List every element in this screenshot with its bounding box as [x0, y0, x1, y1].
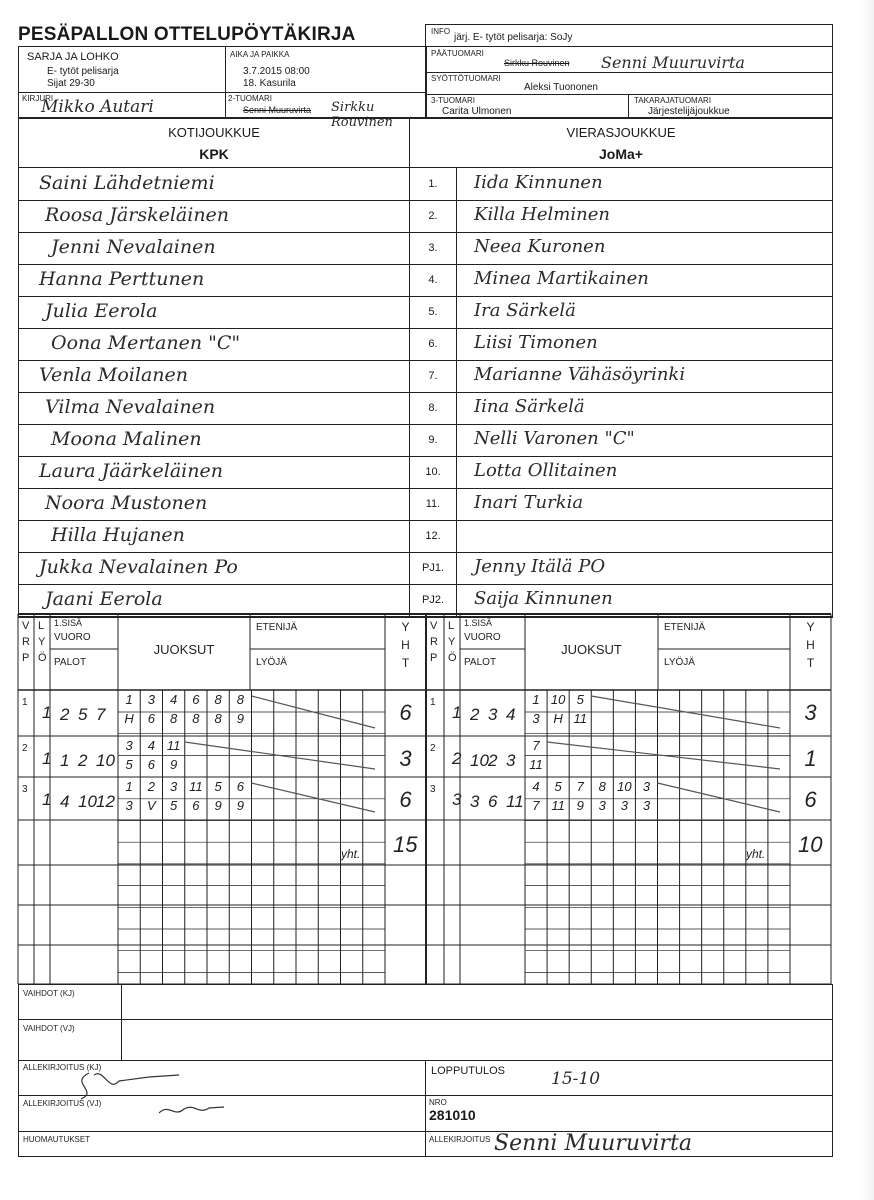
- tuomari2-handwritten: Sirkku Rouvinen: [331, 100, 393, 130]
- run-cell-top: 10: [617, 779, 632, 794]
- inning-out-number: 4: [60, 792, 70, 811]
- footer-section: [18, 984, 833, 1157]
- run-cell-top: 8: [214, 692, 222, 707]
- away-player-name: Inari Turkia: [474, 492, 584, 513]
- allekirjoitus-signature: Senni Muuruvirta: [494, 1131, 692, 1156]
- header-yht-t: T: [806, 656, 815, 670]
- run-cell-bottom: 9: [236, 798, 244, 813]
- lopputulos-label: LOPPUTULOS: [431, 1065, 505, 1077]
- run-cell-bottom: 3: [125, 798, 133, 813]
- info-label: INFO: [431, 27, 451, 36]
- header-v: V: [430, 620, 438, 632]
- huomautukset-label: HUOMAUTUKSET: [23, 1135, 91, 1144]
- run-cell-top: 5: [576, 692, 584, 707]
- home-player-name: Moona Malinen: [51, 428, 202, 450]
- inning-total: 6: [399, 787, 412, 812]
- inning-total: 6: [399, 700, 412, 725]
- run-cell-top: 6: [192, 692, 200, 707]
- run-cell-bottom: 7: [532, 798, 540, 813]
- inning-out-number: 10: [470, 751, 489, 770]
- strike-line: [252, 783, 376, 812]
- sarja-line1: E- tytöt pelisarja: [47, 66, 119, 77]
- away-player-name: Iida Kinnunen: [474, 172, 603, 193]
- run-cell-bottom: 11: [573, 711, 587, 726]
- kirjuri-label: KIRJURI: [22, 94, 54, 103]
- run-cell-top: 4: [147, 738, 155, 753]
- home-player-name: Saini Lähdetniemi: [39, 172, 215, 194]
- header-p: P: [22, 652, 30, 664]
- tuomari2-printed: Senni Muuruvirta: [243, 105, 312, 115]
- inning-number: 3: [430, 784, 436, 795]
- player-number: PJ2.: [421, 594, 444, 606]
- run-cell-bottom: 5: [125, 757, 133, 772]
- inning-number: 1: [22, 697, 28, 708]
- strike-line: [658, 783, 781, 812]
- run-cell-bottom: 8: [192, 711, 200, 726]
- run-cell-top: 11: [189, 779, 203, 794]
- inning-out-number: 3: [470, 792, 480, 811]
- header-l: L: [448, 620, 455, 632]
- run-cell-bottom: 8: [170, 711, 178, 726]
- takarajatuomari-label: TAKARAJATUOMARI: [634, 96, 712, 105]
- run-cell-bottom: 8: [214, 711, 222, 726]
- player-number: 5.: [428, 306, 438, 318]
- run-cell-top: 1: [125, 779, 133, 794]
- vaihdot-kj-label: VAIHDOT (KJ): [23, 989, 75, 998]
- away-player-name: Ira Särkelä: [474, 300, 576, 321]
- header-yht-h: H: [806, 638, 815, 652]
- header-o: Ö: [448, 652, 457, 664]
- paatuomari-label: PÄÄTUOMARI: [431, 49, 484, 58]
- player-number: 8.: [428, 402, 438, 414]
- run-cell-bottom: 9: [236, 711, 244, 726]
- run-cell-top: 4: [170, 692, 178, 707]
- nro-label: NRO: [429, 1098, 447, 1107]
- away-player-name: Iina Särkelä: [474, 396, 585, 417]
- home-player-name: Jukka Nevalainen Po: [39, 556, 238, 578]
- run-cell-bottom: 6: [147, 757, 155, 772]
- inning-batter-count: 1: [452, 703, 462, 722]
- header-y: Y: [448, 636, 456, 648]
- player-number: 6.: [428, 338, 438, 350]
- home-player-name: Noora Mustonen: [45, 492, 208, 514]
- run-cell-top: 3: [642, 779, 651, 794]
- inning-out-number: 5: [78, 705, 88, 724]
- run-cell-top: 4: [532, 779, 540, 794]
- header-etenija: ETENIJÄ: [256, 622, 298, 633]
- header-etenija: ETENIJÄ: [664, 622, 706, 633]
- syottotuomari-label: SYÖTTÖTUOMARI: [431, 74, 501, 83]
- run-cell-top: 3: [125, 738, 133, 753]
- home-player-name: Jenni Nevalainen: [51, 236, 216, 258]
- header-l: L: [38, 620, 45, 632]
- paatuomari-handwritten: Senni Muuruvirta: [601, 53, 745, 72]
- run-cell-bottom: 11: [551, 798, 565, 813]
- header-p: P: [430, 652, 438, 664]
- inning-out-number: 6: [488, 792, 498, 811]
- tuomari2-label: 2-TUOMARI: [228, 94, 272, 103]
- player-number: 11.: [425, 498, 441, 510]
- run-cell-top: 5: [214, 779, 222, 794]
- paper-edge: [860, 0, 874, 1200]
- inning-number: 2: [430, 743, 436, 754]
- aika-line2: 18. Kasurila: [243, 78, 296, 89]
- paatuomari-printed: Sirkku Rouvinen: [504, 58, 570, 68]
- inning-out-number: 2: [488, 751, 498, 770]
- run-cell-bottom: 3: [532, 711, 540, 726]
- kirjuri-name: Mikko Autari: [41, 97, 154, 117]
- header-juoksut: JUOKSUT: [153, 642, 215, 657]
- away-player-name: Lotta Ollitainen: [474, 460, 618, 481]
- home-player-name: Jaani Eerola: [45, 588, 163, 610]
- inning-out-number: 2: [60, 705, 70, 724]
- inning-out-number: 3: [506, 751, 516, 770]
- inning-batter-count: 1: [42, 749, 52, 768]
- away-player-name: Marianne Vähäsöyrinki: [474, 364, 686, 385]
- inning-out-number: 2: [470, 705, 480, 724]
- inning-out-number: 10: [78, 792, 97, 811]
- header-o: Ö: [38, 652, 47, 664]
- player-number: 7.: [428, 370, 438, 382]
- inning-total: 3: [399, 746, 412, 771]
- run-cell-bottom: 9: [170, 757, 178, 772]
- run-cell-top: 10: [550, 692, 566, 707]
- sarja-label: SARJA JA LOHKO: [27, 51, 119, 63]
- run-cell-bottom: 3: [642, 798, 651, 813]
- takarajatuomari-value: Järjestelijäjoukkue: [648, 106, 730, 117]
- tuomari3-label: 3-TUOMARI: [431, 96, 475, 105]
- inning-batter-count: 1: [42, 703, 52, 722]
- away-player-name: Jenny Itälä PO: [474, 556, 606, 577]
- player-number: 9.: [428, 434, 438, 446]
- header-vuoro: VUORO: [464, 632, 501, 643]
- run-cell-bottom: 11: [529, 757, 543, 772]
- info-value: järj. E- tytöt pelisarja: SoJy: [454, 32, 573, 43]
- header-v: V: [22, 620, 30, 632]
- player-number: 10.: [425, 466, 441, 478]
- aika-label: AIKA JA PAIKKA: [230, 50, 290, 59]
- home-player-name: Vilma Nevalainen: [45, 396, 216, 418]
- inning-out-number: 7: [96, 705, 106, 724]
- run-cell-top: 3: [170, 779, 178, 794]
- run-cell-top: 2: [147, 779, 155, 794]
- header-r: R: [430, 636, 438, 648]
- inning-number: 2: [22, 743, 28, 754]
- header-r: R: [22, 636, 30, 648]
- header-yht-y: Y: [806, 620, 815, 634]
- header-yht-h: H: [401, 638, 410, 652]
- lopputulos-value: 15-10: [551, 1069, 601, 1089]
- player-number: 1.: [428, 178, 438, 190]
- run-cell-bottom: H: [124, 711, 134, 726]
- home-player-name: Hanna Perttunen: [39, 268, 205, 290]
- inning-number: 1: [430, 697, 436, 708]
- run-cell-top: 7: [576, 779, 584, 794]
- inning-out-number: 11: [506, 792, 524, 811]
- inning-out-number: 12: [96, 792, 115, 811]
- away-player-name: Neea Kuronen: [474, 236, 606, 257]
- inning-batter-count: 2: [452, 749, 462, 768]
- run-cell-bottom: 6: [147, 711, 155, 726]
- sarja-line2: Sijat 29-30: [47, 78, 95, 89]
- inning-number: 3: [22, 784, 28, 795]
- run-cell-top: 1: [532, 692, 540, 707]
- run-cell-top: 6: [236, 779, 244, 794]
- run-cell-top: 11: [166, 738, 181, 753]
- run-cell-bottom: 6: [192, 798, 200, 813]
- header-yht-y: Y: [401, 620, 410, 634]
- run-cell-bottom: 3: [620, 798, 628, 813]
- run-cell-top: 3: [147, 692, 155, 707]
- signature-scribbles: [49, 1063, 229, 1129]
- header-juoksut: JUOKSUT: [561, 642, 622, 657]
- aika-line1: 3.7.2015 08:00: [243, 66, 310, 77]
- away-label: VIERASJOUKKUE: [566, 125, 676, 140]
- away-player-name: Killa Helminen: [474, 204, 610, 225]
- inning-total: 3: [804, 700, 817, 725]
- header-lyoja: LYÖJÄ: [664, 657, 695, 668]
- header-lyoja: LYÖJÄ: [256, 657, 287, 668]
- home-player-name: Hilla Hujanen: [51, 524, 185, 546]
- form-title: PESÄPALLON OTTELUPÖYTÄKIRJA: [18, 24, 356, 45]
- run-cell-top: 7: [532, 738, 540, 753]
- run-cell-top: 1: [125, 692, 133, 707]
- run-cell-bottom: 5: [170, 798, 178, 813]
- total-label: yht.: [341, 847, 361, 861]
- inning-out-number: 1: [60, 751, 70, 770]
- run-cell-top: 8: [598, 779, 606, 794]
- header-yht-t: T: [401, 656, 410, 670]
- run-cell-bottom: 3: [598, 798, 606, 813]
- player-number: 12.: [425, 530, 441, 542]
- inning-out-number: 2: [78, 751, 88, 770]
- inning-batter-count: 1: [42, 790, 52, 809]
- syottotuomari-value: Aleksi Tuononen: [524, 82, 598, 93]
- away-player-name: Minea Martikainen: [474, 268, 649, 289]
- nro-value: 281010: [429, 1107, 476, 1123]
- run-cell-top: 8: [236, 692, 244, 707]
- home-player-name: Roosa Järskeläinen: [45, 204, 230, 226]
- home-player-name: Venla Moilanen: [39, 364, 188, 386]
- player-number: 2.: [428, 210, 438, 222]
- inning-out-number: 3: [488, 705, 498, 724]
- header-sisa: 1.SISÄ: [54, 618, 83, 628]
- header-y: Y: [38, 636, 46, 648]
- home-player-name: Laura Jäärkeläinen: [39, 460, 223, 482]
- away-player-name: Liisi Timonen: [474, 332, 598, 353]
- header-sisa: 1.SISÄ: [464, 618, 493, 628]
- game-total: 10: [798, 832, 823, 857]
- home-player-name: Julia Eerola: [45, 300, 158, 322]
- header-palot: PALOT: [54, 657, 87, 668]
- allekirjoitus-kj-label: ALLEKIRJOITUS (KJ): [23, 1063, 102, 1072]
- home-label: KOTIJOUKKUE: [168, 125, 260, 140]
- away-name: JoMa+: [599, 146, 643, 162]
- away-player-name: Nelli Varonen "C": [474, 428, 635, 449]
- run-cell-bottom: H: [553, 711, 563, 726]
- run-cell-bottom: 9: [576, 798, 584, 813]
- home-player-name: Oona Mertanen "C": [51, 332, 241, 354]
- vaihdot-vj-label: VAIHDOT (VJ): [23, 1024, 75, 1033]
- home-name: KPK: [199, 146, 229, 162]
- inning-total: 1: [804, 746, 817, 771]
- player-number: 3.: [428, 242, 438, 254]
- game-total: 15: [393, 832, 418, 857]
- header-vuoro: VUORO: [54, 632, 91, 643]
- allekirjoitus-label: ALLEKIRJOITUS: [429, 1135, 491, 1144]
- inning-total: 6: [804, 787, 817, 812]
- allekirjoitus-vj-label: ALLEKIRJOITUS (VJ): [23, 1099, 102, 1108]
- header-palot: PALOT: [464, 657, 497, 668]
- total-label: yht.: [746, 847, 766, 861]
- run-cell-top: 5: [554, 779, 562, 794]
- inning-batter-count: 3: [452, 790, 462, 809]
- player-number: 4.: [428, 274, 438, 286]
- away-player-name: Saija Kinnunen: [474, 588, 613, 609]
- inning-out-number: 4: [506, 705, 516, 724]
- run-cell-bottom: V: [147, 798, 156, 813]
- player-number: PJ1.: [421, 562, 444, 574]
- tuomari3-value: Carita Ulmonen: [442, 106, 512, 117]
- inning-out-number: 10: [96, 751, 115, 770]
- run-cell-bottom: 9: [214, 798, 222, 813]
